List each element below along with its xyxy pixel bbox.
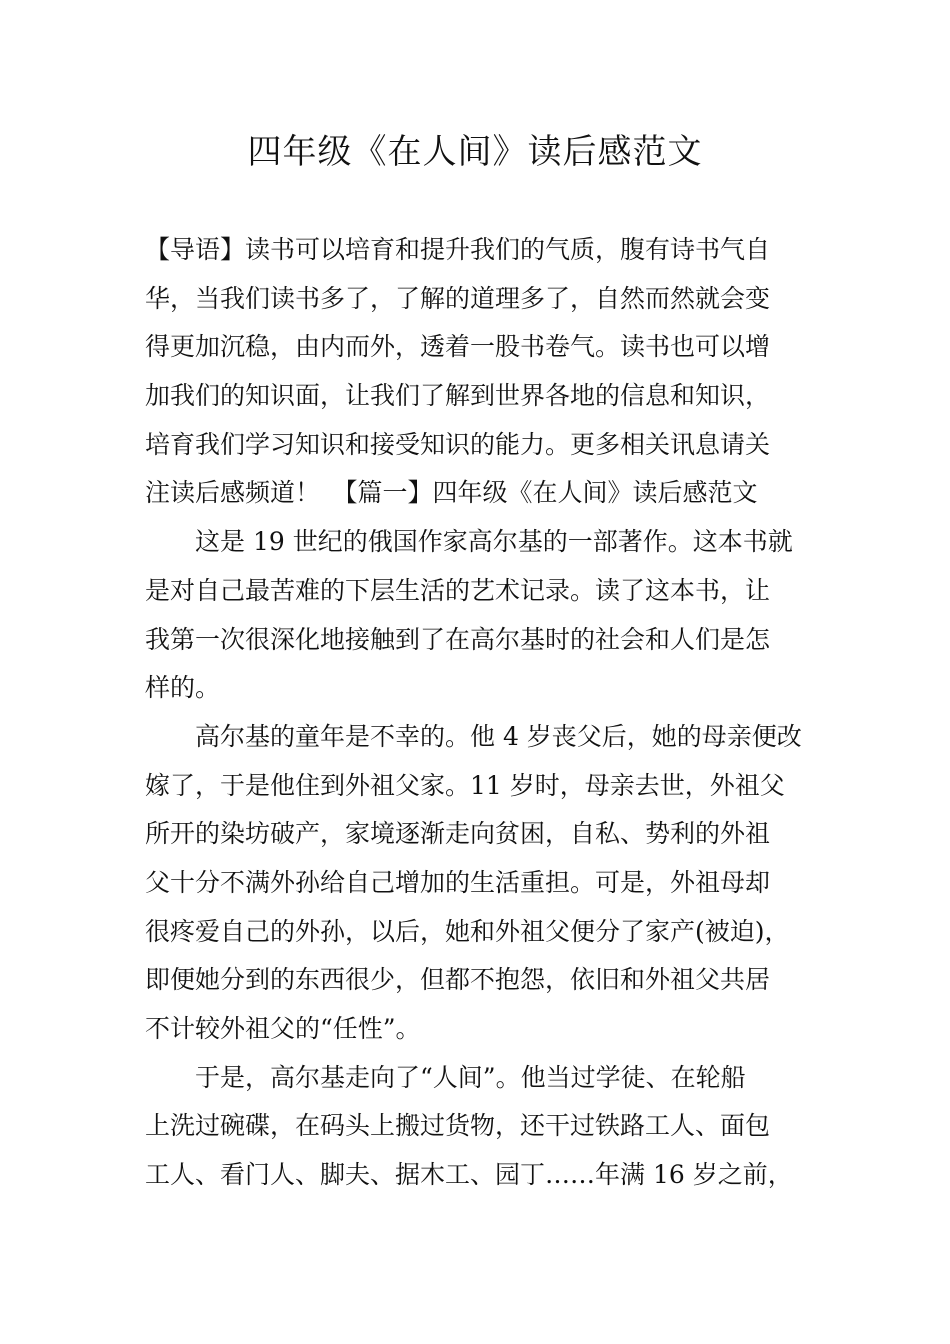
text-line: 华，当我们读书多了，了解的道理多了，自然而然就会变	[145, 283, 771, 313]
document-body	[145, 226, 825, 1200]
text-line: 高尔基的童年是不幸的。他 4 岁丧父后，她的母亲便改	[195, 721, 802, 751]
text-line: 所开的染坊破产，家境逐渐走向贫困，自私、势利的外祖	[145, 819, 771, 849]
text-line: 加我们的知识面，让我们了解到世界各地的信息和知识，	[145, 381, 771, 411]
text-line: 是对自己最苦难的下层生活的艺术记录。读了这本书，让	[145, 575, 771, 605]
text-line: 培育我们学习知识和接受知识的能力。更多相关讯息请关	[145, 429, 771, 459]
text-line: 这是 19 世纪的俄国作家高尔基的一部著作。这本书就	[195, 527, 793, 557]
text-line: 工人、看门人、脚夫、据木工、园丁……年满 16 岁之前，	[145, 1160, 793, 1190]
text-line: 得更加沉稳，由内而外，透着一股书卷气。读书也可以增	[145, 332, 771, 362]
text-line: 父十分不满外孙给自己增加的生活重担。可是，外祖母却	[145, 867, 771, 897]
text-line: 不计较外祖父的“任性”。	[145, 1014, 421, 1043]
text-line: 即便她分到的东西很少，但都不抱怨，依旧和外祖父共居	[145, 965, 771, 995]
text-line: 很疼爱自己的外孙，以后，她和外祖父便分了家产(被迫)，	[145, 916, 790, 946]
text-line: 上洗过碗碟，在码头上搬过货物，还干过铁路工人、面包	[145, 1111, 771, 1141]
text-line: 于是，高尔基走向了“人间”。他当过学徒、在轮船	[195, 1062, 746, 1092]
text-line: 注读后感频道！ 【篇一】四年级《在人间》读后感范文	[145, 478, 758, 508]
text-line: 我第一次很深化地接触到了在高尔基时的社会和人们是怎	[145, 624, 771, 654]
text-line: 样的。	[145, 673, 221, 703]
text-line: 【导语】读书可以培育和提升我们的气质，腹有诗书气自	[145, 235, 771, 264]
text-line: 嫁了，于是他住到外祖父家。11 岁时，母亲去世，外祖父	[145, 770, 785, 800]
document-title: 四年级《在人间》读后感范文	[247, 132, 703, 172]
